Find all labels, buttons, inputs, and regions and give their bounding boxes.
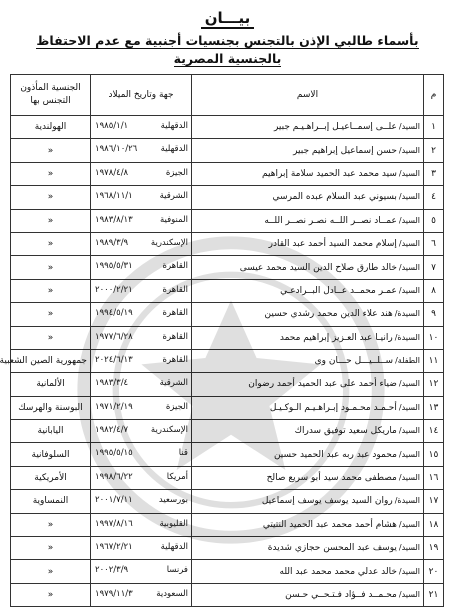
row-birth-date: ٢٠٠٢/٣/٩	[95, 565, 129, 576]
row-full-name: روان السيد يوسف يوسف إسماعيل	[261, 496, 393, 507]
row-title-prefix: السيد/	[398, 122, 420, 132]
row-title-prefix: السيد/	[398, 215, 420, 225]
table-row	[11, 326, 444, 349]
table-row	[11, 490, 444, 513]
row-birth-date: ١٩٨٥/١/١	[95, 121, 129, 131]
row-birth-date: ١٩٨٦/١٠/٢٦	[95, 144, 138, 155]
row-birth	[91, 256, 192, 279]
table-row	[11, 466, 444, 489]
row-birth-date: ١٩٩٥/٥/٣١	[95, 261, 133, 272]
row-nationality: «	[11, 162, 91, 185]
row-number: ١٤	[424, 420, 444, 443]
row-birth	[91, 326, 192, 349]
row-full-name: هشام أحمد محمد عبد الحميد النتيتي	[262, 519, 397, 530]
row-name	[192, 443, 424, 466]
row-birth-place: أمريكا	[166, 471, 188, 482]
row-name	[192, 326, 424, 349]
row-title-prefix: السيد/	[398, 145, 420, 155]
row-title-prefix: السيد/	[398, 473, 420, 483]
row-full-name: عمــاد نصــر اللــه نصـر نصــر اللــه	[264, 215, 397, 226]
row-birth-place: القاهرة	[162, 354, 188, 365]
row-nationality: الألمانية	[11, 373, 91, 396]
table-row	[11, 537, 444, 560]
row-name	[192, 162, 424, 185]
row-birth	[91, 303, 192, 326]
row-birth-date: ٢٠٢٤/٦/١٣	[95, 354, 133, 365]
row-birth	[91, 443, 192, 466]
table-row	[11, 139, 444, 162]
row-nationality: «	[11, 326, 91, 349]
row-full-name: هند علاء الدين محمد رشدي حسين	[264, 309, 393, 320]
row-birth	[91, 420, 192, 443]
row-title-prefix: السيدة/	[394, 496, 420, 506]
row-nationality: «	[11, 303, 91, 326]
row-nationality: البوسنة والهرسك	[11, 396, 91, 419]
row-full-name: يوسف عبد المحسن حجازي شديدة	[267, 543, 397, 554]
table-row	[11, 162, 444, 185]
table-row	[11, 349, 444, 372]
table-row	[11, 303, 444, 326]
table-row	[11, 209, 444, 232]
row-nationality: السلوفانية	[11, 443, 91, 466]
row-birth-date: ١٩٧٩/١١/٣	[95, 588, 133, 599]
table-row	[11, 116, 444, 139]
row-nationality: «	[11, 537, 91, 560]
table-row	[11, 443, 444, 466]
row-full-name: ســلــيـــل حـــان وى	[314, 356, 394, 367]
row-number: ١	[424, 116, 444, 139]
row-title-prefix: السيد/	[398, 379, 420, 389]
row-full-name: سيد محمد عبد الحميد سلامة إبراهيم	[262, 168, 397, 179]
row-birth	[91, 186, 192, 209]
table-row	[11, 583, 444, 606]
row-birth-place: بورسعيد	[158, 495, 188, 506]
row-birth	[91, 232, 192, 255]
row-number: ١٢	[424, 373, 444, 396]
row-full-name: إسلام محمد السيد أحمد عبد القادر	[268, 239, 397, 250]
row-name	[192, 116, 424, 139]
row-name	[192, 186, 424, 209]
row-title-prefix: السيد/	[398, 449, 420, 459]
row-title-prefix: الطفلة/	[395, 356, 420, 366]
row-birth-place: السعودية	[156, 588, 188, 599]
row-nationality: اليابانية	[11, 420, 91, 443]
row-title-prefix: السيدة/	[394, 332, 420, 342]
row-nationality: «	[11, 209, 91, 232]
row-nationality: «	[11, 232, 91, 255]
row-nationality: «	[11, 279, 91, 302]
row-birth-place: القاهرة	[162, 308, 188, 319]
applicants-table	[0, 74, 444, 607]
table-row	[11, 420, 444, 443]
row-name	[192, 560, 424, 583]
row-nationality: «	[11, 560, 91, 583]
row-name	[192, 349, 424, 372]
col-header-number: م	[424, 75, 444, 116]
row-birth-place: الدقهلية	[160, 542, 188, 553]
row-name	[192, 139, 424, 162]
row-birth-place: قنا	[178, 448, 188, 459]
row-number: ٢	[424, 139, 444, 162]
row-birth-date: ١٩٨٣/٨/١٣	[95, 214, 133, 225]
row-number: ١٥	[424, 443, 444, 466]
table-row	[11, 373, 444, 396]
row-name	[192, 396, 424, 419]
row-birth	[91, 139, 192, 162]
row-name	[192, 209, 424, 232]
row-birth-place: المنوفية	[159, 214, 188, 225]
row-number: ١٠	[424, 326, 444, 349]
table-row	[11, 256, 444, 279]
row-birth	[91, 349, 192, 372]
row-name	[192, 279, 424, 302]
row-birth-place: الدقهلية	[160, 121, 188, 131]
row-title-prefix: السيد/	[398, 262, 420, 272]
row-birth-place: الجيزة	[165, 401, 188, 412]
row-title-prefix: السيد/	[398, 519, 420, 529]
row-nationality: «	[11, 139, 91, 162]
row-title-prefix: السيد/	[398, 239, 420, 249]
document-title: بيـــان	[11, 8, 444, 28]
row-birth-date: ١٩٨٩/٣/٩	[95, 237, 129, 248]
document-page	[1, 0, 454, 613]
row-full-name: رانيـا عبد العـزيز إبراهيم محمد	[279, 332, 393, 343]
row-name	[192, 420, 424, 443]
row-name	[192, 583, 424, 606]
row-title-prefix: السيد/	[398, 426, 420, 436]
row-number: ٤	[424, 186, 444, 209]
row-title-prefix: السيد/	[398, 590, 420, 599]
row-birth-place: الجيزة	[165, 167, 188, 178]
row-nationality: «	[11, 583, 91, 606]
row-nationality: الأمريكية	[11, 466, 91, 489]
row-number: ١٩	[424, 537, 444, 560]
row-name	[192, 232, 424, 255]
row-birth-place: القاهرة	[162, 284, 188, 295]
row-full-name: محمود عبد ربه عبد الحميد حسين	[273, 449, 397, 460]
row-title-prefix: السيد/	[398, 566, 420, 576]
row-number: ٨	[424, 279, 444, 302]
table-row	[11, 232, 444, 255]
row-nationality: «	[11, 186, 91, 209]
row-number: ١٣	[424, 396, 444, 419]
row-birth	[91, 537, 192, 560]
row-number: ٧	[424, 256, 444, 279]
col-header-birth: جهة وتاريخ الميلاد	[91, 75, 192, 116]
row-birth-date: ٢٠٠٠/٢/٢١	[95, 284, 133, 295]
row-birth-date: ١٩٩٥/٥/١٥	[95, 448, 133, 459]
row-birth-date: ١٩٧٨/٤/٨	[95, 167, 129, 178]
row-title-prefix: السيد/	[398, 192, 420, 202]
row-birth-date: ١٩٦٨/١١/١	[95, 191, 133, 202]
row-birth-place: الإسكندرية	[150, 425, 188, 436]
row-title-prefix: السيد/	[398, 285, 420, 295]
document-subtitle: بأسماء طالبي الإذن بالتجنس بجنسيات أجنبية مع عدم الاحتفاظ بالجنسية المصرية	[36, 33, 419, 66]
row-number: ٢١	[424, 583, 444, 606]
row-name	[192, 256, 424, 279]
row-title-prefix: السيد/	[398, 168, 420, 178]
row-birth	[91, 466, 192, 489]
row-birth-place: الشرقية	[159, 191, 188, 202]
row-birth-date: ١٩٩٨/٦/٢٢	[95, 471, 133, 482]
row-birth-date: ٢٠٠١/٧/١١	[95, 495, 133, 506]
table-row	[11, 186, 444, 209]
row-full-name: بسيوني عبد السلام عبده المرسي	[272, 192, 397, 203]
row-full-name: عمـر محمــد عــادل البــرادعـي	[280, 285, 397, 296]
table-row	[11, 513, 444, 536]
row-birth	[91, 373, 192, 396]
row-birth	[91, 279, 192, 302]
row-birth-place: القاهرة	[162, 261, 188, 272]
row-birth-date: ١٩٨٢/٤/٧	[95, 425, 129, 436]
row-birth	[91, 116, 192, 139]
row-number: ١٨	[424, 513, 444, 536]
col-header-nationality: الجنسية المأذون التجنس بها	[11, 75, 91, 116]
row-birth-place: الإسكندرية	[150, 237, 188, 248]
row-number: ٥	[424, 209, 444, 232]
row-full-name: خالد عدلي محمد محمد عبد الله	[279, 566, 397, 577]
row-name	[192, 373, 424, 396]
row-name	[192, 303, 424, 326]
col-header-name: الاسم	[192, 75, 424, 116]
row-full-name: محـمــد فــؤاد فـتـحــي حـسن	[285, 590, 397, 600]
row-birth	[91, 396, 192, 419]
row-full-name: حسن إسماعيل إبراهيم جبير	[293, 145, 397, 156]
row-birth-date: ١٩٩٤/٥/١٩	[95, 308, 133, 319]
row-full-name: ماريكل سعيد توفيق سدراك	[294, 426, 397, 437]
row-nationality: «	[11, 256, 91, 279]
row-full-name: خالد طارق صلاح الدين السيد محمد عيسى	[239, 262, 397, 273]
row-full-name: أحـمـد محـمـود إبـراهـيـم الـوكـيـل	[269, 402, 397, 413]
row-birth	[91, 490, 192, 513]
row-number: ١١	[424, 349, 444, 372]
row-birth-date: ١٩٩٧/٨/١٦	[95, 518, 133, 529]
row-number: ٦	[424, 232, 444, 255]
row-name	[192, 466, 424, 489]
row-title-prefix: السيد/	[398, 402, 420, 412]
row-title-prefix: السيدة/	[394, 309, 420, 319]
row-birth-place: القاهرة	[162, 331, 188, 342]
row-name	[192, 537, 424, 560]
row-name	[192, 513, 424, 536]
row-full-name: ضياء أحمد على عبد الحميد أحمد رضوان	[248, 379, 397, 390]
row-birth-place: القليوبية	[159, 518, 188, 529]
row-number: ٢٠	[424, 560, 444, 583]
row-birth	[91, 513, 192, 536]
row-birth-date: ١٩٨٣/٣/٤	[95, 378, 129, 389]
row-birth-place: فرنسا	[166, 565, 188, 576]
row-full-name: علــى إسمــاعيـل إبــراهـيـم جبير	[273, 122, 397, 133]
row-birth-place: الشرقية	[159, 378, 188, 389]
row-birth-date: ١٩٧١/٢/١٩	[95, 401, 133, 412]
row-nationality: النمساوية	[11, 490, 91, 513]
row-nationality: «	[11, 513, 91, 536]
row-nationality: الهولندية	[11, 116, 91, 139]
row-birth	[91, 583, 192, 606]
table-row	[11, 560, 444, 583]
table-row	[11, 279, 444, 302]
row-nationality: جمهورية الصين الشعبية	[11, 349, 91, 372]
row-birth	[91, 162, 192, 185]
table-row	[11, 396, 444, 419]
row-number: ٩	[424, 303, 444, 326]
row-birth-date: ١٩٧٧/٦/٢٨	[95, 331, 133, 342]
row-title-prefix: السيد/	[398, 543, 420, 553]
row-full-name: مصطفى محمد سيد أبو سريع صالح	[266, 473, 397, 484]
row-birth-place: الدقهلية	[160, 144, 188, 155]
row-birth	[91, 209, 192, 232]
row-number: ١٦	[424, 466, 444, 489]
row-name	[192, 490, 424, 513]
row-birth	[91, 560, 192, 583]
row-birth-date: ١٩٦٧/٢/٢١	[95, 542, 133, 553]
row-number: ١٧	[424, 490, 444, 513]
table-header-row	[11, 75, 444, 116]
row-number: ٣	[424, 162, 444, 185]
